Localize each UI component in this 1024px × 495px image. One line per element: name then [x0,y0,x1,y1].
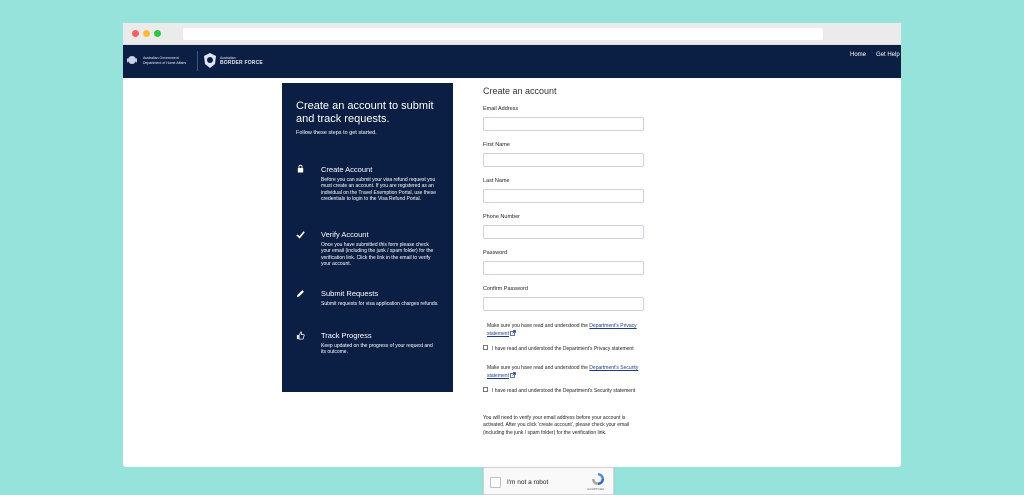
security-statement-link[interactable]: Department's Security statement [487,365,639,379]
browser-titlebar [123,23,901,45]
steps-panel [282,83,453,392]
panel-title: Create an account to submit and track requests. [296,100,434,125]
recaptcha-checkbox[interactable] [490,477,501,488]
external-link-icon [510,330,516,336]
recaptcha-brand: reCAPTCHA [587,487,605,491]
step-text-track-progress: Keep updated on the progress of your request and its outcome. [321,343,433,356]
privacy-checkbox-label: I have read and understood the Department's Privacy statement [492,346,634,352]
nav-home-link[interactable]: Home [850,52,867,58]
confirm-password-label: Confirm Password [483,286,528,292]
step-text-verify-account: Once you have submitted this form please check your email (including the junk / spam folder) for the verification link. Click the link in the email to verify your account. [321,242,434,267]
recaptcha-logo-icon [591,472,605,486]
site-header [123,45,901,78]
security-note [487,365,647,380]
pencil-icon [296,289,305,298]
minimize-window-button[interactable] [143,30,150,37]
phone-field[interactable] [483,225,644,239]
security-checkbox-row[interactable] [483,387,648,395]
last-name-field[interactable] [483,189,644,203]
security-note-text: Make sure you have read and understood the [487,365,590,371]
password-label: Password [483,250,508,256]
step-title-submit-requests: Submit Requests [321,289,379,298]
address-bar[interactable] [183,28,823,40]
browser-window [123,23,901,491]
check-icon [296,230,305,239]
dept-line2: Department of Home Affairs [143,60,187,65]
privacy-statement-link[interactable]: Department's Privacy statement [487,323,637,337]
panel-subtitle: Follow these steps to get started. [296,130,377,136]
security-checkbox[interactable] [483,387,488,392]
recaptcha-label: I'm not a robot [507,479,549,486]
external-link-icon [510,372,516,378]
phone-label: Phone Number [483,214,520,220]
privacy-note [487,323,647,338]
last-name-label: Last Name [483,178,510,184]
bf-line1: Australian [220,56,236,60]
step-title-verify-account: Verify Account [321,230,369,239]
email-field[interactable] [483,117,644,131]
first-name-field[interactable] [483,153,644,167]
step-text-submit-requests: Submit requests for visa application charges refunds. [321,301,439,307]
step-title-create-account: Create Account [321,165,373,174]
department-logo[interactable] [143,56,186,65]
privacy-note-text: Make sure you have read and understood the [487,323,590,329]
form-title: Create an account [483,86,557,96]
close-window-button[interactable] [132,30,139,37]
security-checkbox-label: I have read and understood the Department's Security statement [492,388,636,394]
privacy-checkbox[interactable] [483,345,488,350]
first-name-label: First Name [483,142,510,148]
recaptcha-widget [483,467,614,495]
logo-divider [197,51,198,71]
dept-line1: Australian Government [143,56,179,60]
privacy-checkbox-row[interactable] [483,345,648,353]
nav-get-help-link[interactable]: Get Help [876,52,900,58]
lock-icon [296,164,305,173]
bf-line2: BORDER FORCE [220,60,263,66]
step-text-create-account: Before you can submit your visa refund request you must create an account. If you are registered as an individual on the Travel Exemption Portal, use these credentials to login to the Visa Refund Portal. [321,177,437,202]
password-field[interactable] [483,261,644,275]
verify-info-text: You will need to verify your email address before your account is activated. After you click 'create account', please check your email (including the junk / spam folder) for the verification link. [483,415,630,436]
maximize-window-button[interactable] [154,30,161,37]
border-force-badge-icon [203,52,217,69]
confirm-password-field[interactable] [483,297,644,311]
thumbs-up-icon [296,331,305,340]
border-force-logo[interactable] [220,56,263,66]
step-title-track-progress: Track Progress [321,331,372,340]
government-crest-icon [126,54,138,66]
email-label: Email Address [483,106,519,112]
